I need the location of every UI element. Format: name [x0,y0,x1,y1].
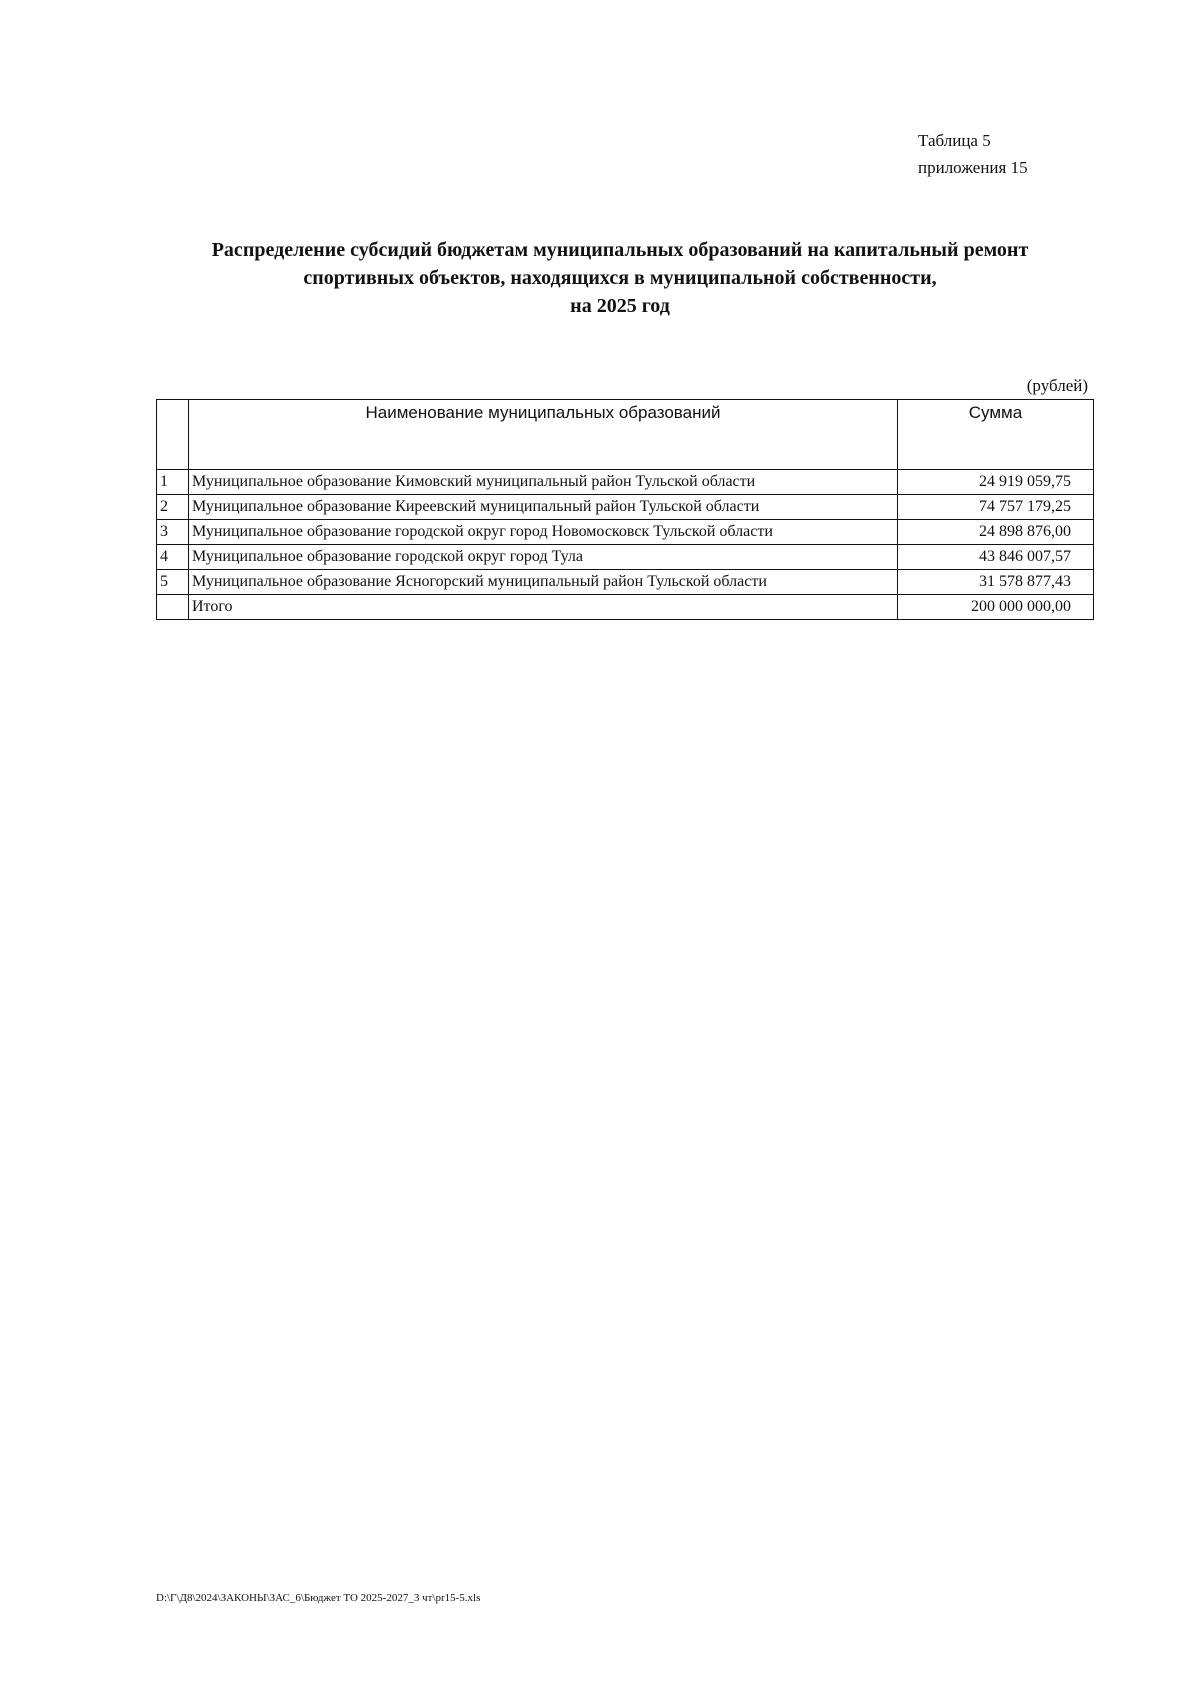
row-name: Муниципальное образование Ясногорский муниципальный район Тульской области [189,570,898,595]
total-label: Итого [189,595,898,620]
title-line-2: спортивных объектов, находящихся в муниципальной собственности, [303,267,937,289]
row-name: Муниципальное образование Кимовский муниципальный район Тульской области [189,470,898,495]
table-row [157,495,1094,520]
row-amount: 24 919 059,75 [898,470,1094,495]
row-name: Муниципальное образование городской округ город Новомосковск Тульской области [189,520,898,545]
table-header-row [157,400,1094,470]
row-amount: 74 757 179,25 [898,495,1094,520]
file-path-footer: D:\Г\Д8\2024\ЗАКОНЫ\ЗАС_6\Бюджет ТО 2025-2027_3 чт\pr15-5.xls [156,1592,481,1604]
row-num: 5 [157,570,189,595]
table-row [157,570,1094,595]
header-name: Наименование муниципальных образований [189,400,898,470]
units-label: (рублей) [1026,376,1088,395]
row-amount: 31 578 877,43 [898,570,1094,595]
document-title [120,236,1120,320]
row-num: 3 [157,520,189,545]
row-name: Муниципальное образование Киреевский муниципальный район Тульской области [189,495,898,520]
table-row [157,520,1094,545]
title-line-3: на 2025 год [570,295,670,317]
table-reference [918,127,1028,181]
table-number: Таблица 5 [918,131,991,150]
header-num [157,400,189,470]
row-name: Муниципальное образование городской округ город Тула [189,545,898,570]
table-row [157,545,1094,570]
appendix-number: приложения 15 [918,158,1028,177]
row-num: 1 [157,470,189,495]
table-row [157,470,1094,495]
row-num: 2 [157,495,189,520]
row-amount: 43 846 007,57 [898,545,1094,570]
total-amount: 200 000 000,00 [898,595,1094,620]
row-amount: 24 898 876,00 [898,520,1094,545]
header-amount: Сумма [898,400,1094,470]
title-line-1: Распределение субсидий бюджетам муниципальных образований на капитальный ремонт [211,239,1029,261]
row-num: 4 [157,545,189,570]
total-row [157,595,1094,620]
subsidy-table [156,399,1094,620]
total-num [157,595,189,620]
